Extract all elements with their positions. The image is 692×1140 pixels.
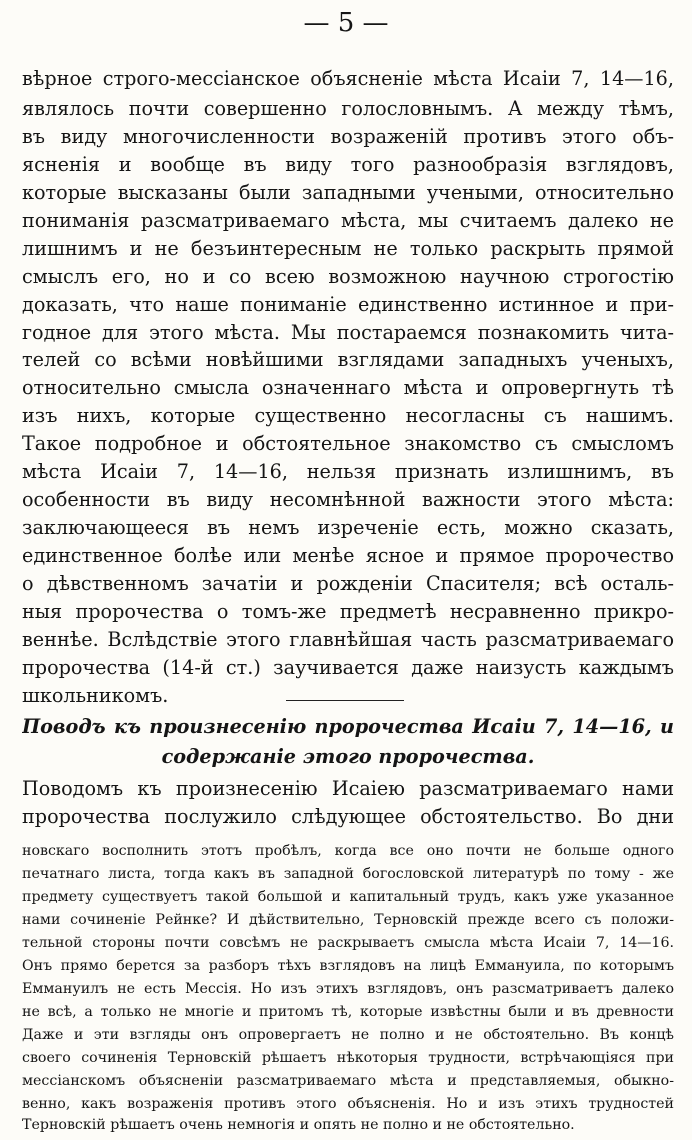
heading-line: содержаніе этого пророчества. [161,745,535,768]
text-line: мѣста Исаіи 7, 14—16, нельзя признать излишнимъ, въ [22,460,674,483]
text-line: Такое подробное и обстоятельное знакомство съ смысломъ [22,432,674,455]
text-line: школьникомъ. [22,684,169,707]
text-line: которые высказаны были западными учеными, относительно [22,181,674,204]
footnote-line: нами сочиненіе Рейнке? И дѣйствительно, Терновскій прежде всего съ положи- [22,912,674,928]
text-line: годное для этого мѣста. Мы постараемся познакомить чита- [22,321,674,344]
text-line: телей со всѣми новѣйшими взглядами западныхъ ученыхъ, [22,348,674,371]
text-line: смыслъ его, но и со всею возможною научною строгостію [22,265,674,288]
text-line: заключающееся въ немъ изреченіе есть, можно сказать, [22,516,674,539]
footnote-line: Еммануилъ не есть Мессія. Но изъ этихъ взглядовъ, онъ разсматриваетъ далеко [22,981,674,997]
text-line: изъ нихъ, которые существенно несогласны съ нашимъ. [22,404,674,427]
footnote-line: венно, какъ возраженія противъ этого объясненія. Но и изъ этихъ трудностей [22,1096,674,1112]
text-line: являлось почти совершенно голословнымъ. А между тѣмъ, [22,97,674,120]
footnote-line: Даже и эти взгляды онъ опровергаетъ не полно и не обстоятельно. Въ концѣ [22,1027,674,1043]
footnote-line: своего сочиненія Терновскій рѣшаетъ нѣкоторыя трудности, встрѣчающіяся при [22,1050,674,1066]
text-line: ясненія и вообще въ виду того разнообразія взглядовъ, [22,153,674,176]
footnote-line: тельной стороны почти совсѣмъ не раскрываетъ смысла мѣста Исаіи 7, 14—16. [22,935,674,951]
text-line: особенности въ виду несомнѣнной важности этого мѣста: [22,488,674,511]
footnote-line: мессіанскомъ объясненіи разсматриваемаго мѣста и представляемыя, обыкно- [22,1073,674,1089]
page-number: — 5 — [303,8,389,38]
footnote-line: Терновскій рѣшаетъ очень немногія и опять не полно и не обстоятельно. [22,1117,575,1133]
text-line: о дѣвственномъ зачатіи и рожденіи Спасителя; всѣ осталь- [22,572,674,595]
heading-line: Поводъ къ произнесенію пророчества Исаіи 7, 14—16, и [22,715,674,738]
text-line: Поводомъ къ произнесенію Исаіею разсматриваемаго нами [22,777,674,800]
section-divider [286,700,404,701]
text-line: въ виду многочисленности возраженій противъ этого объ- [22,125,674,148]
footnote-line: не всѣ, а только не многіе и притомъ тѣ, которые извѣстны были и въ древности [22,1004,674,1020]
text-line: доказать, что наше пониманіе единственно истинное и при- [22,293,674,316]
text-line: пониманія разсматриваемаго мѣста, мы считаемъ далеко не [22,209,674,232]
text-line: относительно смысла означеннаго мѣста и опровергнуть тѣ [22,376,674,399]
text-line: веннѣе. Вслѣдствіе этого главнѣйшая часть разсматриваемаго [22,628,674,651]
text-line: пророчества послужило слѣдующее обстоятельство. Во дни [22,805,674,828]
text-line: вѣрное строго-мессіанское объясненіе мѣста Исаіи 7, 14—16, [22,67,674,90]
text-line: единственное болѣе или менѣе ясное и прямое пророчество [22,544,674,567]
text-line: ныя пророчества о томъ-же предметѣ несравненно прикро- [22,600,674,623]
text-line: лишнимъ и не безъинтересным не только раскрыть прямой [22,237,674,260]
footnote-line: печатнаго листа, тогда какъ въ западной богословской литературѣ по тому - же [22,866,674,882]
footnote-line: Онъ прямо берется за разборъ тѣхъ взглядовъ на лицѣ Еммануила, по которымъ [22,958,674,974]
footnote-line: предмету существуетъ такой большой и капитальный трудъ, какъ уже указанное [22,889,674,905]
text-line: пророчества (14-й ст.) заучивается даже наизусть каждымъ [22,656,674,679]
footnote-line: новскаго восполнить этотъ пробѣлъ, когда все оно почти не больше одного [22,843,674,859]
